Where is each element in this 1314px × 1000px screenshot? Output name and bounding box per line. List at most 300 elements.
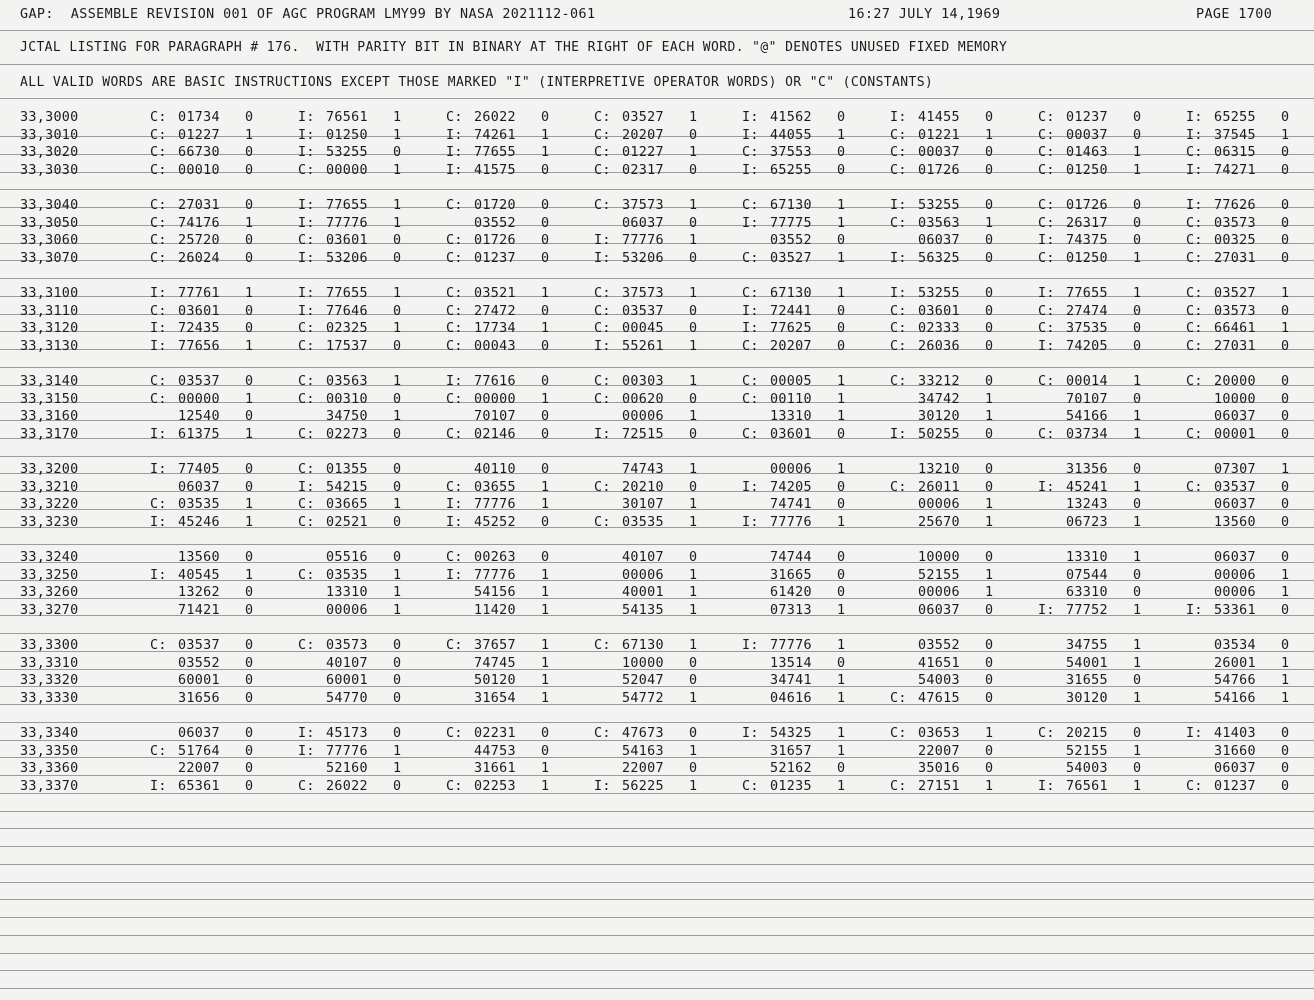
parity-bit: 1 bbox=[393, 110, 402, 125]
octal-word: 60001 bbox=[326, 673, 368, 689]
table-row bbox=[0, 286, 1314, 304]
octal-word: 77761 bbox=[178, 286, 220, 301]
word-type-marker: C: bbox=[446, 233, 463, 249]
octal-word: 45173 bbox=[326, 726, 368, 741]
word-type-marker: C: bbox=[446, 479, 463, 495]
octal-word: 56225 bbox=[622, 778, 664, 794]
parity-bit: 0 bbox=[245, 110, 254, 125]
octal-word: 37573 bbox=[622, 286, 664, 301]
parity-bit: 1 bbox=[1133, 286, 1142, 301]
header-gap-line: GAP: ASSEMBLE REVISION 001 OF AGC PROGRAM LMY99 BY NASA 2021112-061 bbox=[20, 7, 596, 22]
parity-bit: 0 bbox=[1133, 761, 1142, 777]
parity-bit: 1 bbox=[1281, 286, 1290, 301]
rule-line bbox=[0, 633, 1314, 634]
parity-bit: 1 bbox=[837, 514, 846, 530]
row-address: 33,3320 bbox=[20, 673, 79, 689]
parity-bit: 0 bbox=[1133, 338, 1142, 354]
parity-bit: 0 bbox=[689, 761, 698, 777]
parity-bit: 0 bbox=[985, 479, 994, 495]
parity-bit: 1 bbox=[689, 110, 698, 125]
octal-word: 31654 bbox=[474, 690, 516, 706]
octal-word: 00001 bbox=[1214, 426, 1256, 442]
table-row bbox=[0, 515, 1314, 533]
word-type-marker: C: bbox=[1186, 286, 1203, 301]
word-type-marker: I: bbox=[1038, 602, 1055, 618]
word-type-marker: C: bbox=[150, 638, 167, 653]
octal-word: 06037 bbox=[178, 726, 220, 741]
word-type-marker: I: bbox=[446, 162, 463, 178]
octal-word: 74745 bbox=[474, 655, 516, 671]
word-type-marker: C: bbox=[298, 321, 315, 337]
parity-bit: 1 bbox=[689, 374, 698, 389]
parity-bit: 1 bbox=[689, 338, 698, 354]
word-type-marker: I: bbox=[594, 250, 611, 266]
parity-bit: 1 bbox=[541, 585, 550, 601]
octal-word: 41651 bbox=[918, 655, 960, 671]
row-address: 33,3030 bbox=[20, 162, 79, 178]
table-row bbox=[0, 198, 1314, 216]
parity-bit: 0 bbox=[1133, 321, 1142, 337]
octal-word: 00043 bbox=[474, 338, 516, 354]
parity-bit: 0 bbox=[393, 550, 402, 565]
parity-bit: 0 bbox=[393, 690, 402, 706]
octal-word: 54766 bbox=[1214, 673, 1256, 689]
octal-word: 00045 bbox=[622, 321, 664, 337]
parity-bit: 1 bbox=[689, 743, 698, 759]
octal-word: 47615 bbox=[918, 690, 960, 706]
octal-word: 00000 bbox=[178, 391, 220, 407]
octal-word: 02146 bbox=[474, 426, 516, 442]
octal-word: 45241 bbox=[1066, 479, 1108, 495]
parity-bit: 1 bbox=[985, 514, 994, 530]
octal-word: 03573 bbox=[1214, 215, 1256, 231]
octal-word: 00006 bbox=[1214, 567, 1256, 583]
octal-word: 27031 bbox=[1214, 250, 1256, 266]
table-row bbox=[0, 585, 1314, 603]
row-address: 33,3360 bbox=[20, 761, 79, 777]
parity-bit: 0 bbox=[837, 497, 846, 513]
octal-word: 06037 bbox=[918, 602, 960, 618]
octal-word: 06037 bbox=[1214, 409, 1256, 425]
octal-word: 77646 bbox=[326, 303, 368, 319]
parity-bit: 0 bbox=[541, 338, 550, 354]
parity-bit: 1 bbox=[393, 198, 402, 213]
word-type-marker: C: bbox=[742, 778, 759, 794]
parity-bit: 1 bbox=[1281, 690, 1290, 706]
octal-word: 07313 bbox=[770, 602, 812, 618]
parity-bit: 0 bbox=[985, 233, 994, 249]
octal-word: 06315 bbox=[1214, 145, 1256, 161]
parity-bit: 0 bbox=[985, 690, 994, 706]
word-type-marker: C: bbox=[446, 426, 463, 442]
parity-bit: 0 bbox=[1281, 162, 1290, 178]
parity-bit: 0 bbox=[689, 426, 698, 442]
parity-bit: 0 bbox=[541, 198, 550, 213]
table-row bbox=[0, 339, 1314, 357]
octal-word: 03734 bbox=[1066, 426, 1108, 442]
octal-word: 00620 bbox=[622, 391, 664, 407]
octal-word: 77776 bbox=[326, 743, 368, 759]
octal-word: 06037 bbox=[918, 233, 960, 249]
table-row bbox=[0, 779, 1314, 797]
octal-word: 03527 bbox=[1214, 286, 1256, 301]
parity-bit: 1 bbox=[541, 391, 550, 407]
octal-word: 72515 bbox=[622, 426, 664, 442]
word-type-marker: C: bbox=[890, 145, 907, 161]
parity-bit: 1 bbox=[837, 602, 846, 618]
word-type-marker: I: bbox=[298, 215, 315, 231]
parity-bit: 0 bbox=[837, 338, 846, 354]
octal-word: 52047 bbox=[622, 673, 664, 689]
octal-word: 13262 bbox=[178, 585, 220, 601]
octal-word: 26036 bbox=[918, 338, 960, 354]
octal-word: 03601 bbox=[178, 303, 220, 319]
octal-word: 41575 bbox=[474, 162, 516, 178]
octal-word: 04616 bbox=[770, 690, 812, 706]
table-row bbox=[0, 409, 1314, 427]
octal-word: 52155 bbox=[918, 567, 960, 583]
parity-bit: 0 bbox=[837, 233, 846, 249]
parity-bit: 1 bbox=[1133, 638, 1142, 653]
octal-word: 40110 bbox=[474, 462, 516, 477]
octal-word: 02273 bbox=[326, 426, 368, 442]
parity-bit: 1 bbox=[1281, 127, 1290, 143]
parity-bit: 1 bbox=[985, 567, 994, 583]
parity-bit: 1 bbox=[393, 409, 402, 425]
rule-line bbox=[0, 456, 1314, 457]
word-type-marker: I: bbox=[298, 743, 315, 759]
octal-word: 40545 bbox=[178, 567, 220, 583]
octal-word: 30107 bbox=[622, 497, 664, 513]
parity-bit: 1 bbox=[1281, 585, 1290, 601]
octal-word: 03537 bbox=[622, 303, 664, 319]
octal-word: 33212 bbox=[918, 374, 960, 389]
word-type-marker: C: bbox=[150, 497, 167, 513]
parity-bit: 0 bbox=[837, 761, 846, 777]
parity-bit: 0 bbox=[985, 145, 994, 161]
parity-bit: 1 bbox=[837, 462, 846, 477]
table-row bbox=[0, 673, 1314, 691]
parity-bit: 0 bbox=[393, 514, 402, 530]
octal-word: 37657 bbox=[474, 638, 516, 653]
parity-bit: 0 bbox=[985, 462, 994, 477]
parity-bit: 1 bbox=[1281, 567, 1290, 583]
parity-bit: 0 bbox=[689, 479, 698, 495]
octal-word: 27151 bbox=[918, 778, 960, 794]
parity-bit: 0 bbox=[1281, 303, 1290, 319]
row-address: 33,3050 bbox=[20, 215, 79, 231]
header-timestamp: 16:27 JULY 14,1969 bbox=[848, 7, 1001, 22]
octal-word: 01734 bbox=[178, 110, 220, 125]
word-type-marker: I: bbox=[742, 726, 759, 741]
parity-bit: 1 bbox=[1133, 145, 1142, 161]
table-row bbox=[0, 761, 1314, 779]
octal-word: 77626 bbox=[1214, 198, 1256, 213]
word-type-marker: C: bbox=[1038, 726, 1055, 741]
parity-bit: 0 bbox=[985, 602, 994, 618]
word-type-marker: C: bbox=[742, 286, 759, 301]
table-row bbox=[0, 128, 1314, 146]
word-type-marker: C: bbox=[150, 198, 167, 213]
octal-word: 54215 bbox=[326, 479, 368, 495]
parity-bit: 0 bbox=[245, 655, 254, 671]
octal-word: 13514 bbox=[770, 655, 812, 671]
parity-bit: 1 bbox=[245, 286, 254, 301]
octal-word: 53255 bbox=[918, 198, 960, 213]
octal-word: 20210 bbox=[622, 479, 664, 495]
parity-bit: 0 bbox=[245, 303, 254, 319]
parity-bit: 1 bbox=[393, 127, 402, 143]
word-type-marker: C: bbox=[446, 391, 463, 407]
parity-bit: 1 bbox=[393, 321, 402, 337]
octal-word: 34750 bbox=[326, 409, 368, 425]
word-type-marker: C: bbox=[890, 215, 907, 231]
parity-bit: 0 bbox=[541, 409, 550, 425]
octal-word: 03601 bbox=[326, 233, 368, 249]
parity-bit: 1 bbox=[1133, 655, 1142, 671]
parity-bit: 0 bbox=[1133, 110, 1142, 125]
octal-word: 54135 bbox=[622, 602, 664, 618]
word-type-marker: C: bbox=[446, 321, 463, 337]
octal-word: 00014 bbox=[1066, 374, 1108, 389]
parity-bit: 1 bbox=[837, 673, 846, 689]
parity-bit: 1 bbox=[393, 286, 402, 301]
octal-word: 54166 bbox=[1214, 690, 1256, 706]
parity-bit: 0 bbox=[541, 374, 550, 389]
word-type-marker: I: bbox=[1186, 602, 1203, 618]
parity-bit: 0 bbox=[245, 602, 254, 618]
parity-bit: 1 bbox=[837, 638, 846, 653]
parity-bit: 1 bbox=[541, 690, 550, 706]
parity-bit: 1 bbox=[541, 479, 550, 495]
parity-bit: 0 bbox=[393, 726, 402, 741]
parity-bit: 0 bbox=[1281, 250, 1290, 266]
octal-word: 03552 bbox=[770, 233, 812, 249]
parity-bit: 1 bbox=[393, 215, 402, 231]
octal-word: 74261 bbox=[474, 127, 516, 143]
octal-word: 54163 bbox=[622, 743, 664, 759]
octal-word: 27472 bbox=[474, 303, 516, 319]
octal-word: 74271 bbox=[1214, 162, 1256, 178]
word-type-marker: I: bbox=[298, 479, 315, 495]
word-type-marker: I: bbox=[150, 778, 167, 794]
octal-word: 65255 bbox=[1214, 110, 1256, 125]
rule-line bbox=[0, 30, 1314, 31]
parity-bit: 1 bbox=[245, 426, 254, 442]
row-address: 33,3110 bbox=[20, 303, 79, 319]
octal-word: 26022 bbox=[474, 110, 516, 125]
parity-bit: 0 bbox=[837, 567, 846, 583]
parity-bit: 0 bbox=[689, 303, 698, 319]
octal-word: 05516 bbox=[326, 550, 368, 565]
octal-word: 07544 bbox=[1066, 567, 1108, 583]
row-address: 33,3070 bbox=[20, 250, 79, 266]
parity-bit: 1 bbox=[689, 778, 698, 794]
word-type-marker: C: bbox=[1038, 374, 1055, 389]
rule-line bbox=[0, 864, 1314, 865]
octal-word: 03527 bbox=[770, 250, 812, 266]
octal-word: 34741 bbox=[770, 673, 812, 689]
table-row bbox=[0, 638, 1314, 656]
row-address: 33,3350 bbox=[20, 743, 79, 759]
octal-word: 01221 bbox=[918, 127, 960, 143]
word-type-marker: I: bbox=[298, 145, 315, 161]
octal-word: 31356 bbox=[1066, 462, 1108, 477]
parity-bit: 1 bbox=[985, 409, 994, 425]
parity-bit: 1 bbox=[1281, 321, 1290, 337]
parity-bit: 0 bbox=[245, 778, 254, 794]
parity-bit: 1 bbox=[1133, 426, 1142, 442]
parity-bit: 1 bbox=[837, 409, 846, 425]
parity-bit: 1 bbox=[689, 602, 698, 618]
octal-word: 01720 bbox=[474, 198, 516, 213]
parity-bit: 1 bbox=[837, 127, 846, 143]
table-row bbox=[0, 374, 1314, 392]
word-type-marker: I: bbox=[742, 303, 759, 319]
word-type-marker: C: bbox=[594, 286, 611, 301]
word-type-marker: C: bbox=[1038, 321, 1055, 337]
row-address: 33,3220 bbox=[20, 497, 79, 513]
rule-line bbox=[0, 64, 1314, 65]
word-type-marker: C: bbox=[1038, 215, 1055, 231]
word-type-marker: I: bbox=[298, 110, 315, 125]
parity-bit: 0 bbox=[985, 303, 994, 319]
parity-bit: 0 bbox=[985, 374, 994, 389]
parity-bit: 0 bbox=[1281, 233, 1290, 249]
octal-word: 00006 bbox=[770, 462, 812, 477]
octal-word: 13560 bbox=[178, 550, 220, 565]
octal-word: 56325 bbox=[918, 250, 960, 266]
word-type-marker: C: bbox=[594, 514, 611, 530]
octal-word: 37573 bbox=[622, 198, 664, 213]
octal-word: 65361 bbox=[178, 778, 220, 794]
word-type-marker: I: bbox=[1038, 286, 1055, 301]
octal-word: 13560 bbox=[1214, 514, 1256, 530]
row-address: 33,3340 bbox=[20, 726, 79, 741]
table-row bbox=[0, 480, 1314, 498]
parity-bit: 1 bbox=[245, 567, 254, 583]
octal-word: 54166 bbox=[1066, 409, 1108, 425]
rule-line bbox=[0, 988, 1314, 989]
parity-bit: 1 bbox=[1133, 162, 1142, 178]
parity-bit: 0 bbox=[393, 233, 402, 249]
octal-word: 31655 bbox=[1066, 673, 1108, 689]
octal-word: 31665 bbox=[770, 567, 812, 583]
octal-word: 77776 bbox=[770, 514, 812, 530]
octal-word: 77655 bbox=[326, 198, 368, 213]
row-address: 33,3310 bbox=[20, 655, 79, 671]
octal-word: 01237 bbox=[1066, 110, 1108, 125]
row-address: 33,3130 bbox=[20, 338, 79, 354]
rule-line bbox=[0, 544, 1314, 545]
octal-word: 01235 bbox=[770, 778, 812, 794]
parity-bit: 0 bbox=[837, 479, 846, 495]
parity-bit: 1 bbox=[541, 638, 550, 653]
word-type-marker: C: bbox=[298, 497, 315, 513]
word-type-marker: C: bbox=[298, 374, 315, 389]
parity-bit: 1 bbox=[541, 145, 550, 161]
octal-word: 02333 bbox=[918, 321, 960, 337]
word-type-marker: C: bbox=[742, 426, 759, 442]
word-type-marker: I: bbox=[742, 162, 759, 178]
octal-word: 77776 bbox=[770, 638, 812, 653]
octal-word: 52155 bbox=[1066, 743, 1108, 759]
parity-bit: 1 bbox=[541, 761, 550, 777]
parity-bit: 0 bbox=[541, 162, 550, 178]
word-type-marker: C: bbox=[742, 198, 759, 213]
octal-word: 77656 bbox=[178, 338, 220, 354]
parity-bit: 0 bbox=[541, 426, 550, 442]
word-type-marker: I: bbox=[298, 198, 315, 213]
table-row bbox=[0, 427, 1314, 445]
table-row bbox=[0, 550, 1314, 568]
parity-bit: 1 bbox=[689, 514, 698, 530]
octal-word: 66461 bbox=[1214, 321, 1256, 337]
row-address: 33,3230 bbox=[20, 514, 79, 530]
parity-bit: 0 bbox=[1133, 673, 1142, 689]
parity-bit: 1 bbox=[689, 497, 698, 513]
word-type-marker: I: bbox=[446, 374, 463, 389]
parity-bit: 0 bbox=[393, 303, 402, 319]
parity-bit: 0 bbox=[1281, 497, 1290, 513]
parity-bit: 1 bbox=[689, 690, 698, 706]
parity-bit: 1 bbox=[837, 743, 846, 759]
parity-bit: 0 bbox=[245, 585, 254, 601]
row-address: 33,3170 bbox=[20, 426, 79, 442]
octal-word: 00006 bbox=[622, 567, 664, 583]
octal-word: 03563 bbox=[326, 374, 368, 389]
word-type-marker: C: bbox=[1186, 778, 1203, 794]
parity-bit: 0 bbox=[245, 374, 254, 389]
word-type-marker: I: bbox=[594, 426, 611, 442]
parity-bit: 1 bbox=[1281, 673, 1290, 689]
rule-line bbox=[0, 98, 1314, 99]
octal-word: 01726 bbox=[918, 162, 960, 178]
octal-word: 03601 bbox=[770, 426, 812, 442]
parity-bit: 1 bbox=[689, 585, 698, 601]
parity-bit: 0 bbox=[985, 321, 994, 337]
octal-word: 31657 bbox=[770, 743, 812, 759]
parity-bit: 0 bbox=[245, 250, 254, 266]
row-address: 33,3060 bbox=[20, 233, 79, 249]
header-valid-words-line: ALL VALID WORDS ARE BASIC INSTRUCTIONS EXCEPT THOSE MARKED "I" (INTERPRETIVE OPERATOR WORDS) OR "C" (CONSTANTS) bbox=[20, 75, 934, 90]
parity-bit: 0 bbox=[541, 233, 550, 249]
word-type-marker: C: bbox=[298, 426, 315, 442]
octal-word: 03537 bbox=[1214, 479, 1256, 495]
octal-word: 34742 bbox=[918, 391, 960, 407]
parity-bit: 0 bbox=[1281, 726, 1290, 741]
octal-word: 44055 bbox=[770, 127, 812, 143]
word-type-marker: C: bbox=[1038, 110, 1055, 125]
parity-bit: 1 bbox=[837, 726, 846, 741]
octal-word: 03552 bbox=[918, 638, 960, 653]
word-type-marker: I: bbox=[150, 321, 167, 337]
parity-bit: 0 bbox=[245, 479, 254, 495]
row-address: 33,3000 bbox=[20, 110, 79, 125]
row-address: 33,3010 bbox=[20, 127, 79, 143]
parity-bit: 1 bbox=[985, 585, 994, 601]
table-row bbox=[0, 110, 1314, 128]
octal-word: 00005 bbox=[770, 374, 812, 389]
word-type-marker: C: bbox=[298, 514, 315, 530]
parity-bit: 0 bbox=[1133, 462, 1142, 477]
word-type-marker: I: bbox=[150, 567, 167, 583]
octal-word: 07307 bbox=[1214, 462, 1256, 477]
octal-word: 74744 bbox=[770, 550, 812, 565]
octal-word: 10000 bbox=[622, 655, 664, 671]
word-type-marker: C: bbox=[594, 127, 611, 143]
parity-bit: 0 bbox=[1281, 391, 1290, 407]
